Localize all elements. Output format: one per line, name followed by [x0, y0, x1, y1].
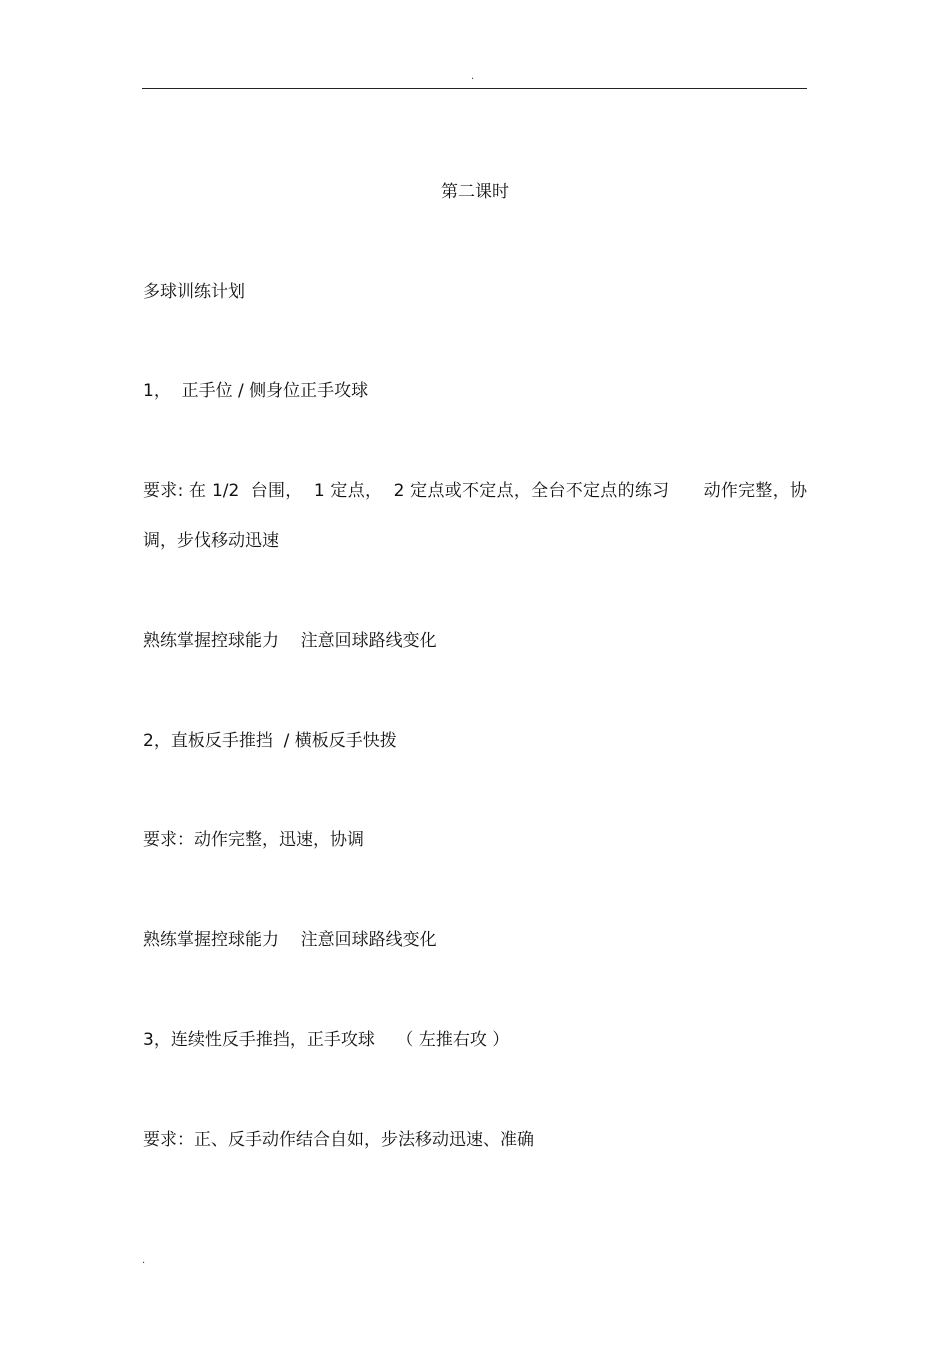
item3-heading: 3，连续性反手推挡，正手攻球 （ 左推右攻 ）	[143, 1030, 510, 1050]
item1-heading: 1， 正手位 / 侧身位正手攻球	[143, 381, 369, 401]
item2-heading: 2，直板反手推挡 / 横板反手快拨	[143, 731, 397, 751]
item1-note: 熟练掌握控球能力 注意回球路线变化	[143, 631, 437, 651]
item1-requirement: 要求: 在 1/2 台围， 1 定点， 2 定点或不定点，全台不定点的练习 动作完整，协调，步伐移动迅速	[143, 481, 807, 551]
footer-mark: .	[142, 1255, 146, 1266]
item3-requirement: 要求：正、反手动作结合自如，步法移动迅速、准确	[143, 1130, 534, 1150]
page-title: 第二课时	[441, 182, 509, 202]
item2-note: 熟练掌握控球能力 注意回球路线变化	[143, 930, 437, 950]
section-heading: 多球训练计划	[143, 282, 245, 302]
item2-requirement: 要求：动作完整，迅速，协调	[143, 830, 364, 850]
header-rule	[142, 88, 807, 89]
header-mark: .	[471, 71, 475, 82]
